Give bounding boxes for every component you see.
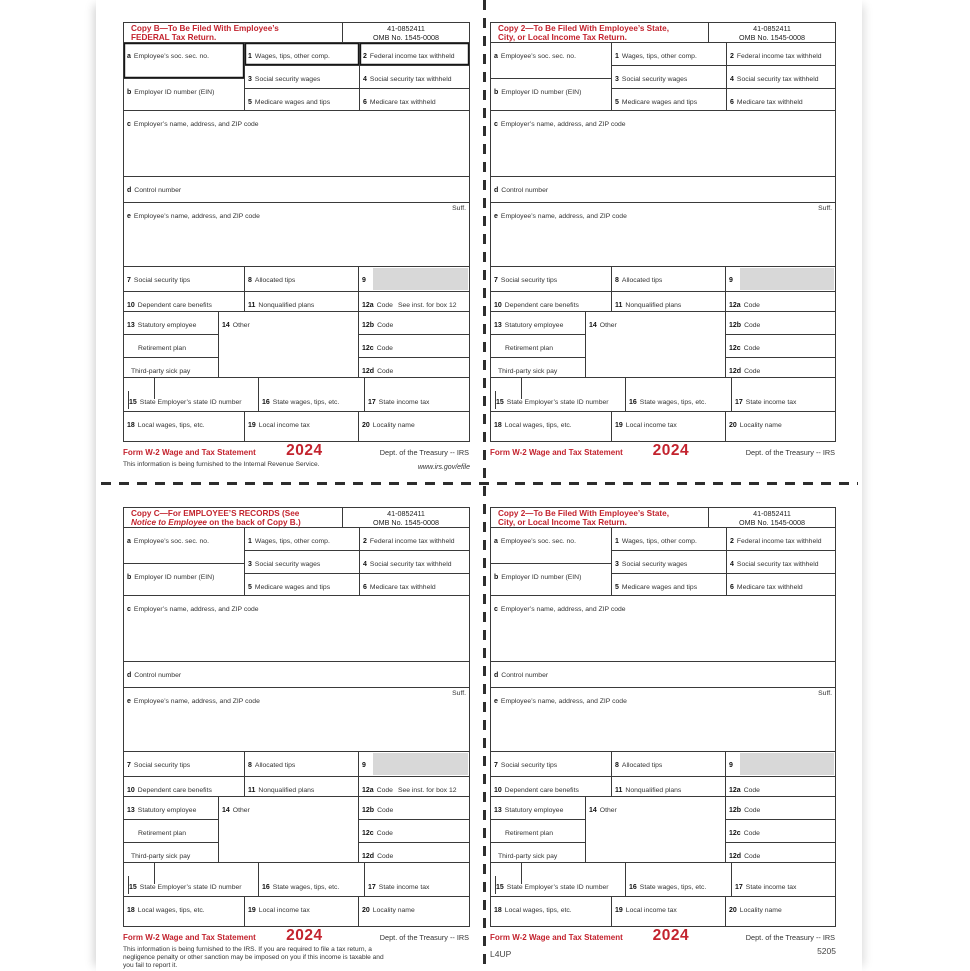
box-15-label: 15 State Employer’s state ID number xyxy=(128,391,242,409)
treasury-dept-label: Dept. of the Treasury -- IRS xyxy=(745,448,835,457)
box-18-local-wages: 18 Local wages, tips, etc. xyxy=(127,907,205,914)
box-a-employee-ssn: a Employee’s soc. sec. no. xyxy=(127,538,209,545)
box-e-employee-name-address: e Employee’s name, address, and ZIP code Suff. xyxy=(124,688,469,751)
box-b-employer-ein: b Employer ID number (EIN) xyxy=(124,78,244,110)
box-18-local-wages: 18 Local wages, tips, etc. xyxy=(127,422,205,429)
form-w2-title: Form W-2 Wage and Tax Statement xyxy=(490,448,623,457)
box-b-employer-ein: b Employer ID number (EIN) xyxy=(491,78,611,110)
box-19-local-income-tax: 19 Local income tax xyxy=(244,897,358,926)
box-13-statutory-employee: 13 Statutory employee xyxy=(127,807,197,814)
copy-title-line1: Copy C—For EMPLOYEE’S RECORDS (See xyxy=(131,509,300,518)
box-10-dependent-care: 10 Dependent care benefits xyxy=(127,787,212,794)
box-4-ss-tax-withheld: 4 Social security tax withheld xyxy=(726,551,835,573)
box-d-control-number: d Control number xyxy=(494,187,549,194)
box-15-label: 15 State Employer’s state ID number xyxy=(128,876,242,894)
w2-form-copy-2-bottom xyxy=(490,507,836,960)
box-2-federal-tax-withheld: 2 Federal income tax withheld xyxy=(726,528,835,550)
form-id-number: 41-0852411 xyxy=(753,24,791,33)
box-a-employee-ssn: a Employee’s soc. sec. no. xyxy=(124,43,244,78)
box-12d-code: 12d Code xyxy=(726,357,835,380)
box-7-ss-tips: 7 Social security tips xyxy=(494,762,558,769)
footer-disclosure-note: This information is being furnished to the Internal Revenue Service. xyxy=(123,461,320,468)
box-12-instructions-note: See inst. for box 12 xyxy=(397,302,457,309)
box-c-employer-name-address: c Employer’s name, address, and ZIP code xyxy=(127,606,259,613)
box-c-employer-name-address: c Employer’s name, address, and ZIP code xyxy=(127,121,259,128)
box-9-gray-shading xyxy=(373,268,468,290)
box-3-ss-wages: 3 Social security wages xyxy=(615,76,688,83)
box-14-other: 14 Other xyxy=(218,797,358,862)
w2-form-grid xyxy=(123,22,470,442)
box-12a-code: 12a Code xyxy=(725,292,835,311)
box-5-medicare-wages: 5 Medicare wages and tips xyxy=(615,584,698,591)
box-12c-code: 12c Code xyxy=(359,819,469,842)
box-20-locality-name: 20 Locality name xyxy=(725,412,835,441)
box-1-wages: 1 Wages, tips, other comp. xyxy=(248,538,330,545)
box-11-nonqualified-plans: 11 Nonqualified plans xyxy=(611,292,725,311)
box-12b-code: 12b Code xyxy=(729,807,761,814)
box-18-local-wages: 18 Local wages, tips, etc. xyxy=(494,907,572,914)
copy-title-line2: City, or Local Income Tax Return. xyxy=(498,518,627,528)
suffix-label: Suff. xyxy=(452,205,466,212)
tax-year: 2024 xyxy=(286,442,323,459)
box-10-dependent-care: 10 Dependent care benefits xyxy=(494,302,579,309)
tax-year: 2024 xyxy=(652,927,690,944)
box-20-locality-name: 20 Locality name xyxy=(358,412,469,441)
suffix-label: Suff. xyxy=(452,690,466,697)
copy-title-line1: Copy 2—To Be Filed With Employee’s State, xyxy=(498,24,669,33)
box-6-medicare-tax-withheld: 6 Medicare tax withheld xyxy=(359,574,469,596)
form-id-number: 41-0852411 xyxy=(753,509,791,518)
box-3-ss-wages: 3 Social security wages xyxy=(615,561,688,568)
box-4-ss-tax-withheld: 4 Social security tax withheld xyxy=(359,551,469,573)
box-4-ss-tax-withheld: 4 Social security tax withheld xyxy=(359,66,469,88)
form-w2-title: Form W-2 Wage and Tax Statement xyxy=(490,933,623,942)
form-footer xyxy=(123,442,470,473)
box-7-ss-tips: 7 Social security tips xyxy=(494,277,558,284)
box-9-shaded: 9 xyxy=(725,267,835,291)
box-19-local-income-tax: 19 Local income tax xyxy=(611,897,725,926)
box-9-shaded: 9 xyxy=(725,752,835,776)
treasury-dept-label: Dept. of the Treasury -- IRS xyxy=(379,448,469,457)
box-13-statutory-employee: 13 Statutory employee xyxy=(494,807,564,814)
omb-number: OMB No. 1545-0008 xyxy=(739,518,805,527)
box-9-shaded: 9 xyxy=(358,752,469,776)
box-12a-code: 12a Code See inst. for box 12 xyxy=(358,777,469,796)
form-footer xyxy=(490,927,836,960)
box-5-medicare-wages: 5 Medicare wages and tips xyxy=(248,99,331,106)
copy-title xyxy=(491,23,708,42)
box-6-medicare-tax-withheld: 6 Medicare tax withheld xyxy=(359,89,469,111)
box-13-third-party-sick-pay: Third-party sick pay xyxy=(124,842,218,865)
omb-number: OMB No. 1545-0008 xyxy=(373,518,439,527)
w2-form-grid xyxy=(123,507,470,927)
box-e-employee-name-address: e Employee’s name, address, and ZIP code Suff. xyxy=(124,203,469,266)
box-c-employer-name-address: c Employer’s name, address, and ZIP code xyxy=(494,121,626,128)
copy-title-line2: City, or Local Income Tax Return. xyxy=(498,33,627,43)
box-12a-code: 12a Code xyxy=(725,777,835,796)
layout-code: L4UP xyxy=(490,949,512,959)
copy-title-line2: Notice to Employee on the back of Copy B.) xyxy=(131,518,301,528)
tax-year: 2024 xyxy=(286,927,323,944)
omb-box xyxy=(342,23,469,42)
treasury-dept-label: Dept. of the Treasury -- IRS xyxy=(745,933,835,942)
box-7-ss-tips: 7 Social security tips xyxy=(127,277,191,284)
box-12d-code: 12d Code xyxy=(726,842,835,865)
form-id-number: 41-0852411 xyxy=(387,24,425,33)
box-3-ss-wages: 3 Social security wages xyxy=(248,561,321,568)
box-18-local-wages: 18 Local wages, tips, etc. xyxy=(494,422,572,429)
tax-year: 2024 xyxy=(652,442,690,459)
box-5-medicare-wages: 5 Medicare wages and tips xyxy=(248,584,331,591)
form-footer xyxy=(490,442,836,464)
box-8-allocated-tips: 8 Allocated tips xyxy=(244,267,358,291)
box-17-state-income-tax: 17 State income tax xyxy=(731,378,835,411)
box-b-employer-ein: b Employer ID number (EIN) xyxy=(124,563,244,595)
suffix-label: Suff. xyxy=(818,690,832,697)
box-5-medicare-wages: 5 Medicare wages and tips xyxy=(615,99,698,106)
box-11-nonqualified-plans: 11 Nonqualified plans xyxy=(244,777,358,796)
box-19-local-income-tax: 19 Local income tax xyxy=(611,412,725,441)
box-d-control-number: d Control number xyxy=(127,187,182,194)
form-w2-title: Form W-2 Wage and Tax Statement xyxy=(123,448,256,457)
box-9-gray-shading xyxy=(740,268,834,290)
omb-number: OMB No. 1545-0008 xyxy=(739,33,805,42)
box-a-employee-ssn: a Employee’s soc. sec. no. xyxy=(494,538,576,545)
box-16-state-wages: 16 State wages, tips, etc. xyxy=(625,863,731,896)
box-17-state-income-tax: 17 State income tax xyxy=(731,863,835,896)
footer-disclosure-note: This information is being furnished to the IRS. If you are required to file a tax return, a negligence penalty or other sanction may be imposed on you if this income is taxable and you fail to report it. xyxy=(123,946,384,970)
box-17-state-income-tax: 17 State income tax xyxy=(364,378,469,411)
suffix-label: Suff. xyxy=(818,205,832,212)
box-13-third-party-sick-pay: Third-party sick pay xyxy=(491,842,585,865)
box-13-third-party-sick-pay: Third-party sick pay xyxy=(124,357,218,380)
omb-box xyxy=(708,508,835,527)
box-9-gray-shading xyxy=(740,753,834,775)
omb-box xyxy=(708,23,835,42)
box-16-state-wages: 16 State wages, tips, etc. xyxy=(625,378,731,411)
box-12b-code: 12b Code xyxy=(729,322,761,329)
copy-title xyxy=(124,23,342,42)
box-1-wages: 1 Wages, tips, other comp. xyxy=(245,43,359,65)
box-1-wages: 1 Wages, tips, other comp. xyxy=(615,538,697,545)
box-13-retirement-plan: Retirement plan xyxy=(124,334,218,357)
w2-form-grid xyxy=(490,507,836,927)
form-id-number: 41-0852411 xyxy=(387,509,425,518)
box-12d-code: 12d Code xyxy=(359,357,469,380)
box-4-ss-tax-withheld: 4 Social security tax withheld xyxy=(726,66,835,88)
w2-form-grid xyxy=(490,22,836,442)
form-w2-title: Form W-2 Wage and Tax Statement xyxy=(123,933,256,942)
box-2-federal-tax-withheld: 2 Federal income tax withheld xyxy=(726,43,835,65)
copy-title xyxy=(124,508,342,527)
box-13-retirement-plan: Retirement plan xyxy=(491,819,585,842)
irs-efile-url: www.irs.gov/efile xyxy=(417,464,470,471)
box-12d-code: 12d Code xyxy=(359,842,469,865)
box-3-ss-wages: 3 Social security wages xyxy=(248,76,321,83)
form-footer xyxy=(123,927,470,971)
box-9-shaded: 9 xyxy=(358,267,469,291)
box-11-nonqualified-plans: 11 Nonqualified plans xyxy=(611,777,725,796)
box-12-instructions-note: See inst. for box 12 xyxy=(397,787,457,794)
box-2-federal-tax-withheld: 2 Federal income tax withheld xyxy=(359,528,469,550)
copy-title xyxy=(491,508,708,527)
copy-title-line1: Copy B—To Be Filed With Employee’s xyxy=(131,24,279,33)
product-number: 5205 xyxy=(817,946,836,956)
box-14-other: 14 Other xyxy=(218,312,358,377)
box-15-label: 15 State Employer’s state ID number xyxy=(495,876,609,894)
box-6-medicare-tax-withheld: 6 Medicare tax withheld xyxy=(726,89,835,111)
treasury-dept-label: Dept. of the Treasury -- IRS xyxy=(379,933,469,942)
box-11-nonqualified-plans: 11 Nonqualified plans xyxy=(244,292,358,311)
omb-box xyxy=(342,508,469,527)
box-20-locality-name: 20 Locality name xyxy=(725,897,835,926)
box-9-gray-shading xyxy=(373,753,468,775)
box-6-medicare-tax-withheld: 6 Medicare tax withheld xyxy=(726,574,835,596)
omb-number: OMB No. 1545-0008 xyxy=(373,33,439,42)
box-12c-code: 12c Code xyxy=(726,334,835,357)
box-12b-code: 12b Code xyxy=(362,322,394,329)
w2-form-copy-b xyxy=(123,22,470,473)
box-8-allocated-tips: 8 Allocated tips xyxy=(611,267,725,291)
box-16-state-wages: 16 State wages, tips, etc. xyxy=(258,863,364,896)
box-14-other: 14 Other xyxy=(585,797,725,862)
box-13-third-party-sick-pay: Third-party sick pay xyxy=(491,357,585,380)
box-15-label: 15 State Employer’s state ID number xyxy=(495,391,609,409)
copy-title-line1: Copy 2—To Be Filed With Employee’s State, xyxy=(498,509,669,518)
box-c-employer-name-address: c Employer’s name, address, and ZIP code xyxy=(494,606,626,613)
box-14-other: 14 Other xyxy=(585,312,725,377)
w2-form-copy-2-top xyxy=(490,22,836,464)
vertical-perforation-line xyxy=(483,0,486,971)
box-13-retirement-plan: Retirement plan xyxy=(491,334,585,357)
horizontal-perforation-line xyxy=(101,482,858,485)
box-12b-code: 12b Code xyxy=(362,807,394,814)
box-e-employee-name-address: e Employee’s name, address, and ZIP code Suff. xyxy=(491,203,835,266)
box-17-state-income-tax: 17 State income tax xyxy=(364,863,469,896)
box-19-local-income-tax: 19 Local income tax xyxy=(244,412,358,441)
box-16-state-wages: 16 State wages, tips, etc. xyxy=(258,378,364,411)
box-12c-code: 12c Code xyxy=(359,334,469,357)
box-13-retirement-plan: Retirement plan xyxy=(124,819,218,842)
box-8-allocated-tips: 8 Allocated tips xyxy=(244,752,358,776)
box-10-dependent-care: 10 Dependent care benefits xyxy=(494,787,579,794)
box-12c-code: 12c Code xyxy=(726,819,835,842)
box-a-employee-ssn: a Employee’s soc. sec. no. xyxy=(494,53,576,60)
box-1-wages: 1 Wages, tips, other comp. xyxy=(615,53,697,60)
box-b-employer-ein: b Employer ID number (EIN) xyxy=(491,563,611,595)
box-e-employee-name-address: e Employee’s name, address, and ZIP code Suff. xyxy=(491,688,835,751)
box-10-dependent-care: 10 Dependent care benefits xyxy=(127,302,212,309)
box-7-ss-tips: 7 Social security tips xyxy=(127,762,191,769)
box-13-statutory-employee: 13 Statutory employee xyxy=(127,322,197,329)
box-8-allocated-tips: 8 Allocated tips xyxy=(611,752,725,776)
box-20-locality-name: 20 Locality name xyxy=(358,897,469,926)
box-13-statutory-employee: 13 Statutory employee xyxy=(494,322,564,329)
box-d-control-number: d Control number xyxy=(127,672,182,679)
box-12a-code: 12a Code See inst. for box 12 xyxy=(358,292,469,311)
w2-form-copy-c xyxy=(123,507,470,971)
box-d-control-number: d Control number xyxy=(494,672,549,679)
box-2-federal-tax-withheld: 2 Federal income tax withheld xyxy=(359,43,469,65)
copy-title-line2: FEDERAL Tax Return. xyxy=(131,33,217,43)
